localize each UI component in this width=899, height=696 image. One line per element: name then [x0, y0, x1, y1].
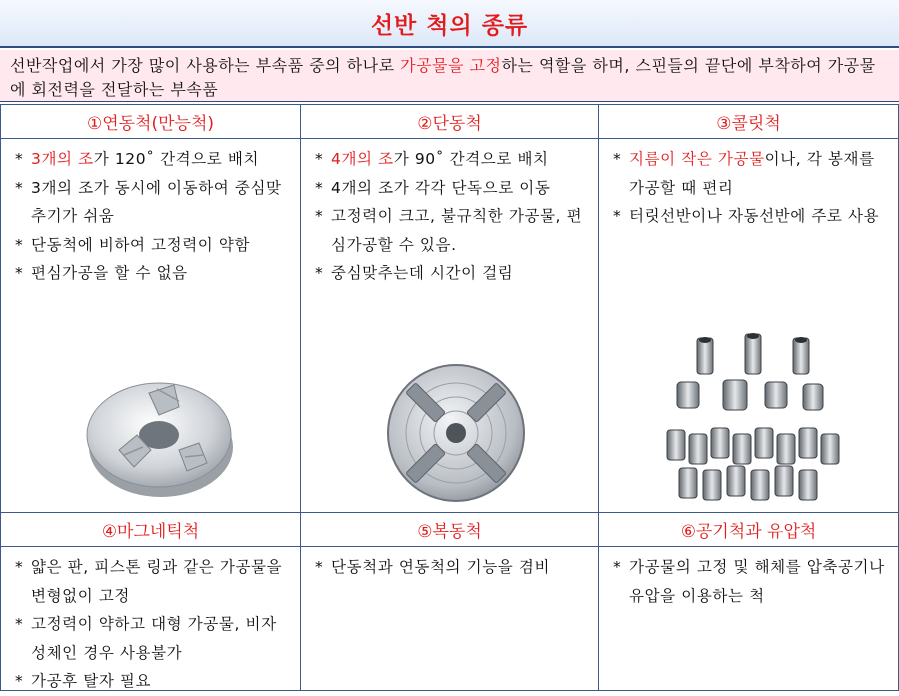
intro-highlight: 가공물을 고정: [400, 56, 502, 75]
list-item: * 얇은 판, 피스톤 링과 같은 가공물을 변형없이 고정: [15, 558, 283, 605]
cell-heading: ⑤복동척: [301, 513, 598, 547]
chuck-cell-2: [301, 105, 598, 512]
page-title: 선반 척의 종류: [370, 12, 529, 39]
bullet-list: [613, 145, 888, 231]
bullet-list: [315, 145, 588, 288]
collets-image: [657, 330, 867, 505]
cell-heading: ②단동척: [301, 105, 598, 139]
list-item: * 가공물의 고정 및 해체를 압축공기나 유압을 이용하는 척: [613, 558, 885, 605]
cell-heading: ④마그네틱척: [1, 513, 300, 547]
bullet-list: [15, 145, 290, 288]
cell-heading: ①연동척(만능척): [1, 105, 300, 139]
bullet-list: [315, 553, 588, 582]
list-item: * 4개의 조가 각각 단독으로 이동: [315, 178, 551, 197]
chuck-cell-5: [301, 513, 598, 690]
chuck-cell-3: [599, 105, 898, 512]
intro-text: [0, 50, 899, 102]
list-item: * 고정력이 크고, 불규칙한 가공물, 편심가공할 수 있음.: [315, 207, 583, 254]
title-bar: [0, 0, 899, 48]
list-item: * 터릿선반이나 자동선반에 주로 사용: [613, 207, 880, 225]
list-item: * 3개의 조가 120˚ 간격으로 배치: [15, 150, 260, 168]
chuck-cell-4: [1, 513, 300, 690]
list-item: * 편심가공을 할 수 없음: [15, 264, 188, 282]
list-item: * 지름이 작은 가공물이나, 각 봉재를 가공할 때 편리: [613, 150, 875, 197]
three-jaw-chuck-image: [79, 355, 239, 505]
intro-before: 선반작업에서 가장 많이 사용하는 부속품 중의 하나로: [10, 56, 401, 75]
chuck-cell-1: [1, 105, 300, 512]
list-item: * 단동척과 연동척의 기능을 겸비: [315, 558, 551, 576]
bullet-list: [15, 553, 290, 696]
list-item: * 단동척에 비하여 고정력이 약함: [15, 235, 251, 254]
list-item: * 중심맞추는데 시간이 걸림: [315, 264, 514, 282]
list-item: * 고정력이 약하고 대형 가공물, 비자성체인 경우 사용불가: [15, 615, 277, 662]
list-item: * 4개의 조가 90˚ 간격으로 배치: [315, 150, 549, 168]
four-jaw-chuck-image: [381, 355, 531, 505]
cell-heading: ③콜릿척: [599, 105, 898, 139]
cell-heading: ⑥공기척과 유압척: [599, 513, 898, 547]
list-item: * 가공후 탈자 필요: [15, 672, 152, 690]
chuck-cell-6: [599, 513, 898, 690]
list-item: * 3개의 조가 동시에 이동하여 중심맞추기가 쉬움: [15, 178, 282, 225]
intro-after: 하는 역할을 하며, 스핀들의 끝단에 부착하여 가공물에 회전력을 전달하는 부속품: [10, 56, 876, 99]
bullet-list: [613, 553, 888, 610]
